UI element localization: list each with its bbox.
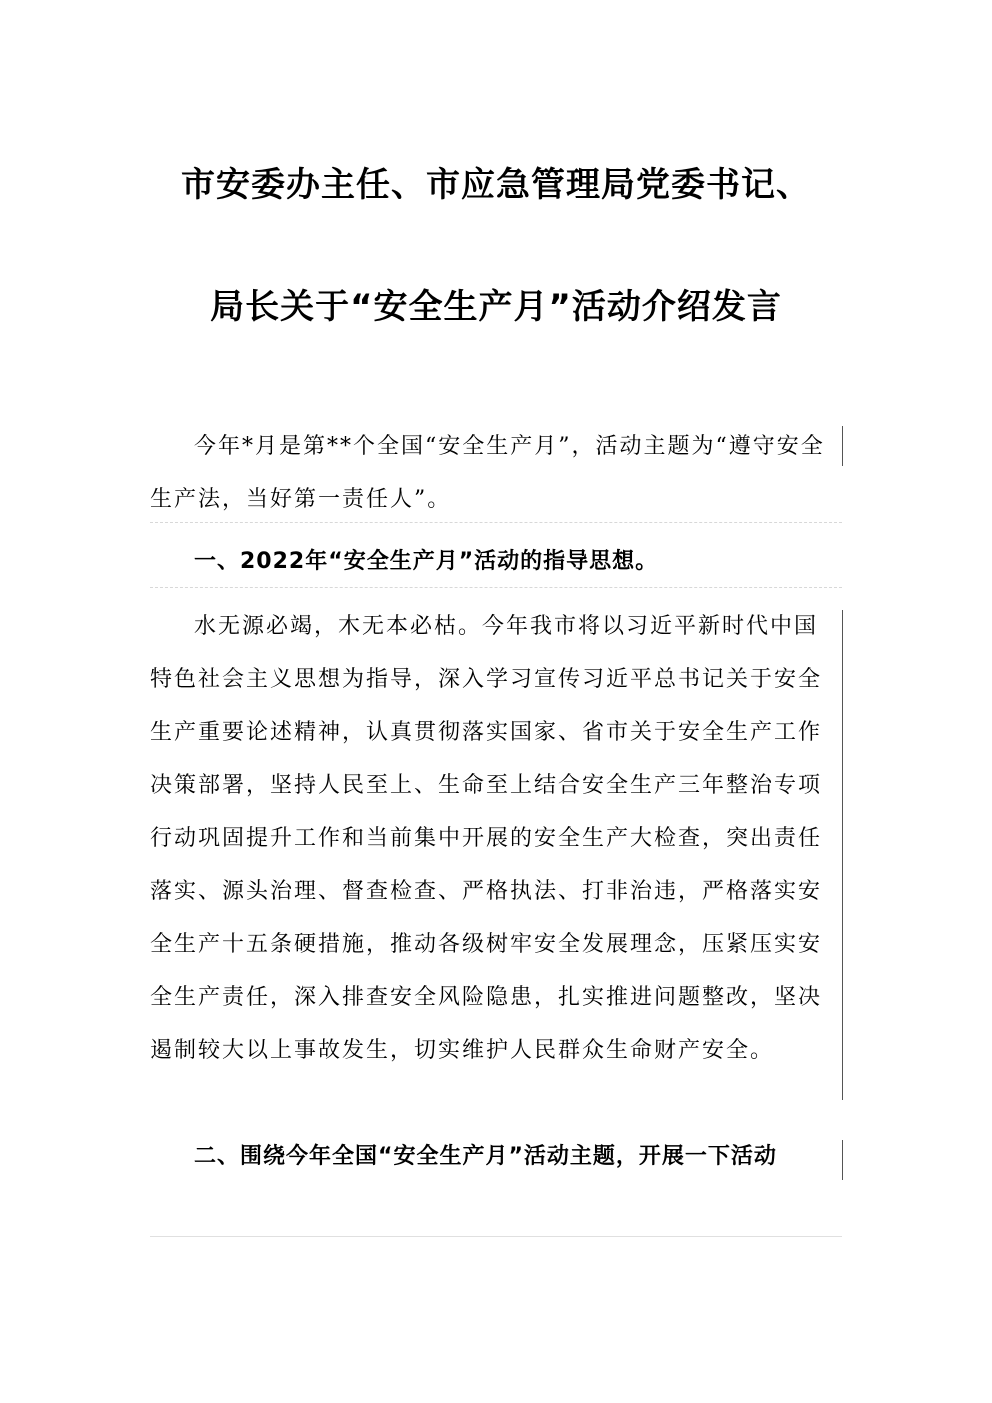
document-body [150,420,840,526]
margin-marker [842,426,843,466]
divider [150,1236,842,1237]
divider [150,522,842,523]
document-title-line-2: 局长关于“安全生产月”活动介绍发言 [210,287,782,327]
divider [150,587,842,588]
intro-paragraph: 今年*月是第**个全国“安全生产月”，活动主题为“遵守安全生产法，当好第一责任人”。 [150,434,825,512]
document-title-line-1: 市安委办主任、市应急管理局党委书记、 [181,165,811,205]
section-heading-1: 一、2022年“安全生产月”活动的指导思想。 [194,549,659,574]
margin-marker [842,610,843,1100]
guiding-thought-paragraph: 水无源必竭，木无本必枯。今年我市将以习近平新时代中国特色社会主义思想为指导，深入学习宣传习近平总书记关于安全生产重要论述精神，认真贯彻落实国家、省市关于安全生产工作决策部署，坚持人民至上、生命至上结合安全生产三年整治专项行动巩固提升工作和当前集中开展的安全生产大检查，突出责任落实、源头治理、督查检查、严格执法、打非治违，严格落实安全生产十五条硬措施，推动各级树牢安全发展理念，压紧压实安全生产责任，深入排查安全风险隐患，扎实推进问题整改，坚决遏制较大以上事故发生，切实维护人民群众生命财产安全。 [150,614,823,1063]
margin-marker [842,1140,843,1180]
section-heading-2: 二、围绕今年全国“安全生产月”活动主题，开展一下活动 [194,1144,777,1169]
section-heading-1-block [150,535,840,588]
guiding-thought-block [150,600,840,1077]
section-heading-2-block [150,1130,840,1183]
